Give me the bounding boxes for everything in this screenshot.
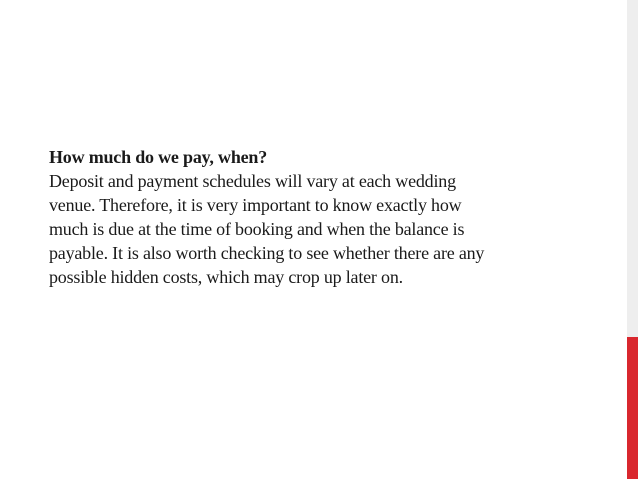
body-line-4: payable. It is also worth checking to see whether there are any — [49, 243, 485, 263]
slide-heading: How much do we pay, when? — [49, 147, 268, 167]
body-line-5: possible hidden costs, which may crop up later on. — [49, 267, 403, 287]
body-line-2: venue. Therefore, it is very important to know exactly how — [49, 195, 462, 215]
body-line-3: much is due at the time of booking and when the balance is — [49, 219, 465, 239]
accent-bar-red — [627, 337, 638, 479]
accent-bar-gray — [627, 0, 638, 337]
slide-content — [49, 145, 589, 289]
body-line-1: Deposit and payment schedules will vary at each wedding — [49, 171, 456, 191]
